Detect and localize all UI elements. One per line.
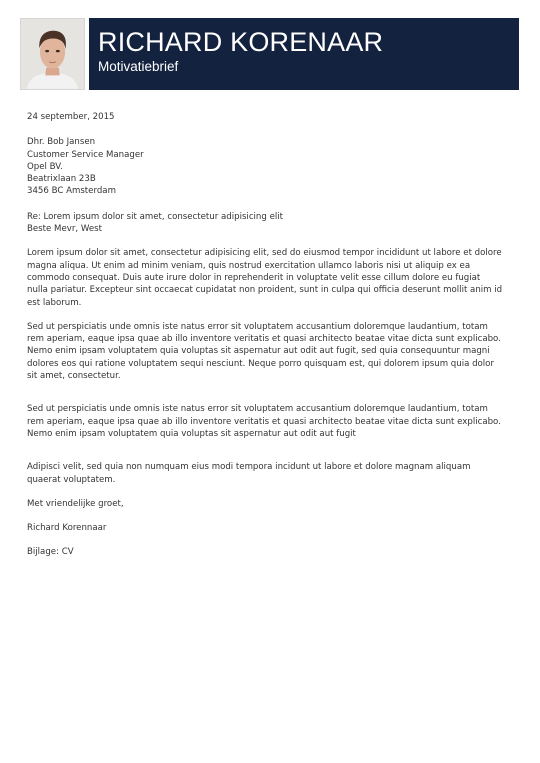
body-paragraph: Sed ut perspiciatis unde omnis iste natus error sit voluptatem accusantium doloremque laudantium, totam rem aperiam, eaque ipsa quae ab illo inventore veritatis et quasi architecto beatae vitae dicta sunt explicabo. Nemo enim ipsam voluptatem quia voluptas sit aspernatur aut odit aut fugit	[27, 404, 501, 439]
document-subtitle: Motivatiebrief	[98, 59, 179, 74]
letter-closing: Met vriendelijke groet,	[27, 498, 124, 509]
recipient-line: Dhr. Bob Jansen	[27, 137, 96, 148]
profile-photo	[20, 18, 85, 90]
recipient-line: Opel BV.	[27, 161, 63, 172]
recipient-line: Beatrixlaan 23B	[27, 174, 96, 185]
portrait-image	[21, 19, 84, 89]
letter-body	[27, 111, 503, 559]
applicant-name: RICHARD KORENAAR	[98, 27, 384, 57]
letter-subject: Re: Lorem ipsum dolor sit amet, consectetur adipisicing elit	[27, 211, 283, 222]
letter-attachment: Bijlage: CV	[27, 547, 74, 558]
letter-salutation: Beste Mevr, West	[27, 224, 102, 235]
recipient-line: Customer Service Manager	[27, 149, 144, 160]
body-paragraph: Adipisci velit, sed quia non numquam eius modi tempora incidunt ut labore et dolore magnam aliquam quaerat voluptatem.	[27, 462, 471, 485]
recipient-address	[27, 136, 503, 197]
letter-date: 24 september, 2015	[27, 112, 115, 122]
body-paragraph: Sed ut perspiciatis unde omnis iste natus error sit voluptatem accusantium doloremque laudantium, totam rem aperiam, eaque ipsa quae ab illo inventore veritatis et quasi architecto beatae vitae dicta sunt explicabo. Nemo enim ipsam voluptatem quia voluptas sit aspernatur aut odit aut fugit, sed quia consequuntur magni dolores eos qui ratione voluptatem sequi nesciunt. Neque porro quisquam est, qui dolorem ipsum quia dolor sit amet, consectetur.	[27, 321, 501, 382]
letter-signature: Richard Korennaar	[27, 523, 107, 534]
header-banner	[89, 18, 519, 90]
recipient-line: 3456 BC Amsterdam	[27, 186, 116, 197]
body-paragraph: Lorem ipsum dolor sit amet, consectetur adipisicing elit, sed do eiusmod tempor incididunt ut labore et dolore magna aliqua. Ut enim ad minim veniam, quis nostrud exercitation ullamco laboris nisi ut aliquip ex ea commodo consequat. Duis aute irure dolor in reprehenderit in voluptate velit esse cillum dolore eu fugiat nulla pariatur. Excepteur sint occaecat cupidatat non proident, sunt in culpa qui officia deserunt mollit anim id est laborum.	[27, 248, 503, 308]
